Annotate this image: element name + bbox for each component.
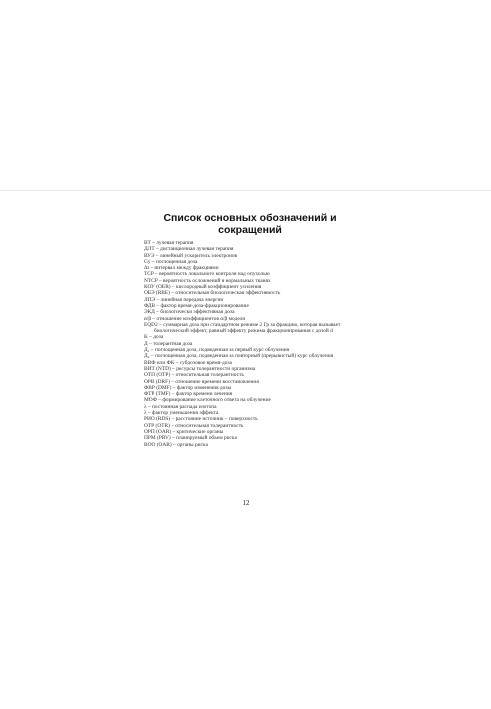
abbreviation-entry: ДЛТ – дистанционная лучевая терапия — [144, 246, 234, 253]
abbreviation-entry: λ – постоянная распада изотопа — [144, 403, 217, 410]
abbreviation-entry: ОТП (OTP) – относительная толерантность — [144, 372, 244, 379]
abbreviation-entry: α/β – отношение коэффициентов α/β модели — [144, 315, 246, 322]
abbreviation-entry: ОТР (OTR) – относительная толерантность — [144, 422, 244, 429]
abbreviation-entry: NTCP – вероятность осложнений в нормальных тканях — [144, 277, 271, 284]
abbreviation-entry: ПРМ (PRV) – планируемый объем риска — [144, 435, 237, 442]
abbreviation-entry: ФВР (DMF) – фактор изменения дозы — [144, 384, 232, 391]
abbreviation-entry: ВТ – лучевая терапия — [144, 240, 194, 246]
abbreviation-entry: ВВФ или ФК – субдозовое время-доза — [144, 359, 232, 366]
abbreviation-entry: ВИТ (NTD) – ресурсы толерантности организма — [144, 365, 256, 372]
abbreviation-entry: Д₁ – поглощенная доза, подведенная за первый курс облучения — [144, 347, 290, 354]
abbreviation-entry: λ – фактор уменьшения эффекта — [144, 410, 219, 417]
page-number: 12 — [242, 499, 250, 507]
abbreviation-entry: Д₂ – поглощенная доза, подведенная за повторный (прерывистый) курс облучения — [144, 353, 334, 360]
abbreviation-entry: ЭКД – биологически эффективная доза — [144, 309, 235, 316]
abbreviation-entry: ВУЭ – линейный ускоритель электронов — [144, 252, 238, 259]
abbreviation-entry: Gy – поглощенная доза — [144, 258, 198, 265]
abbreviation-entry: Δt – интервал между фракциями — [144, 265, 219, 272]
abbreviation-entry: ВОО (OAR) – органы риска — [144, 441, 208, 448]
abbreviation-entry: ФДВ – фактор время-доза-фракционирование — [144, 302, 249, 309]
abbreviation-entry: ОБЭ (RBE) – относительная биологическая эффективность — [144, 290, 281, 297]
abbreviation-entry: Д – толерантная доза — [144, 340, 193, 347]
abbreviation-entry: РИО (RDS) – расстояние источник – поверхность — [144, 416, 258, 423]
abbreviation-entry: K – доза — [144, 334, 164, 341]
abbreviation-entry: ОРВ (DRF) – отношение времени восстановления — [144, 378, 259, 385]
abbreviation-entry: КОУ (OER) – кислородный коэффициент усиления — [144, 284, 262, 291]
abbreviation-entry: МОФ – формирование клеточного ответа на облучение — [144, 397, 271, 404]
page-title: Список основных обозначений и сокращений — [163, 212, 337, 236]
page-top-edge — [0, 190, 491, 191]
abbreviation-entry: ОРП (OAR) – критические органы — [144, 428, 224, 435]
abbreviation-entry: ЛПЭ – линейная передача энергии — [144, 296, 224, 303]
abbreviation-entry: ФТР (TMF) – фактор времени лечения — [144, 391, 233, 398]
abbreviations-list — [144, 240, 354, 448]
abbreviation-entry: TCP – вероятность локального контроля над опухолью — [144, 271, 270, 278]
abbreviation-entry: EQD2 – суммарная доза при стандартном режиме 2 Гр за фракцию, которая вызывает биологический эффект, равный эффекту режима фракционирования с дозой d — [144, 321, 341, 335]
